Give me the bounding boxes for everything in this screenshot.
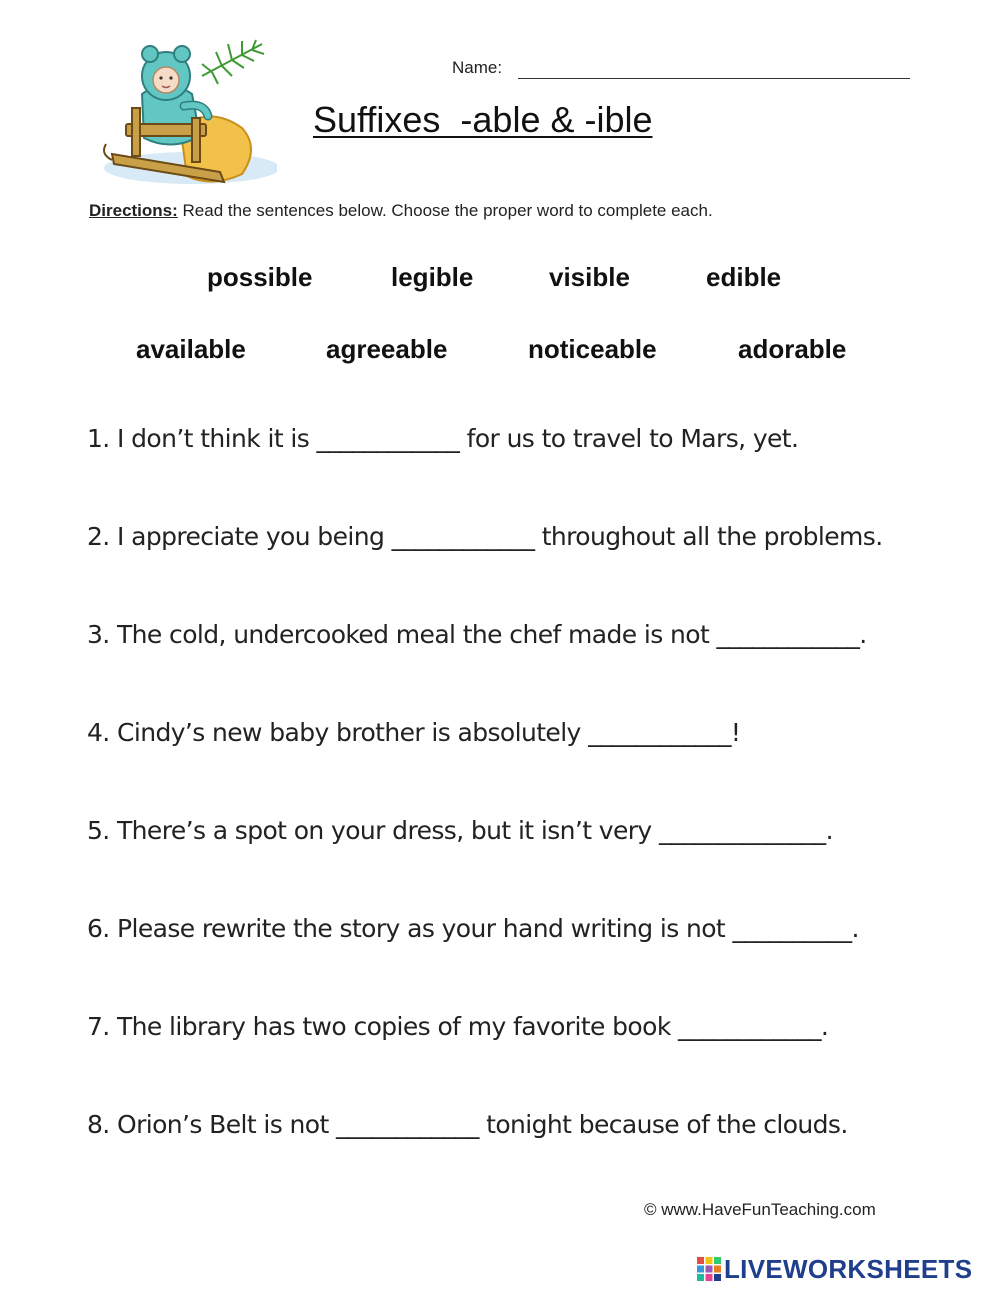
sentence-6[interactable]: 6. Please rewrite the story as your hand writing is not __________. [87,914,859,943]
word-bank-word: noticeable [528,334,657,364]
word-bank-word: agreeable [326,334,448,364]
sentence-1[interactable]: 1. I don’t think it is ____________ for us to travel to Mars, yet. [87,424,799,453]
name-label: Name: [452,58,503,77]
liveworksheets-logo-text: LIVEWORKSHEETS [724,1254,973,1284]
sentence-8[interactable]: 8. Orion’s Belt is not ____________ tonight because of the clouds. [87,1110,848,1139]
baby-in-sled-icon [92,36,277,191]
word-bank-word: possible [207,262,313,292]
word-bank-word: adorable [738,334,847,364]
sentence-7[interactable]: 7. The library has two copies of my favorite book ____________. [87,1012,829,1041]
word-bank-word: available [136,334,246,364]
directions-text: Read the sentences below. Choose the proper word to complete each. [182,201,713,220]
word-bank-word: edible [706,262,782,292]
page-title: Suffixes -able & -ible [313,99,653,140]
name-input-line[interactable] [518,78,910,79]
copyright-footer: © www.HaveFunTeaching.com [644,1200,876,1219]
sentence-4[interactable]: 4. Cindy’s new baby brother is absolutely ____________! [87,718,741,747]
sentence-5[interactable]: 5. There’s a spot on your dress, but it isn’t very ______________. [87,816,833,845]
sentence-3[interactable]: 3. The cold, undercooked meal the chef made is not ____________. [87,620,867,649]
directions [89,201,713,221]
word-bank-word: visible [549,262,630,292]
word-bank-word: legible [391,262,474,292]
liveworksheets-logo-icon [697,1257,721,1281]
sentence-2[interactable]: 2. I appreciate you being ____________ throughout all the problems. [87,522,883,551]
directions-label: Directions: [89,201,178,220]
